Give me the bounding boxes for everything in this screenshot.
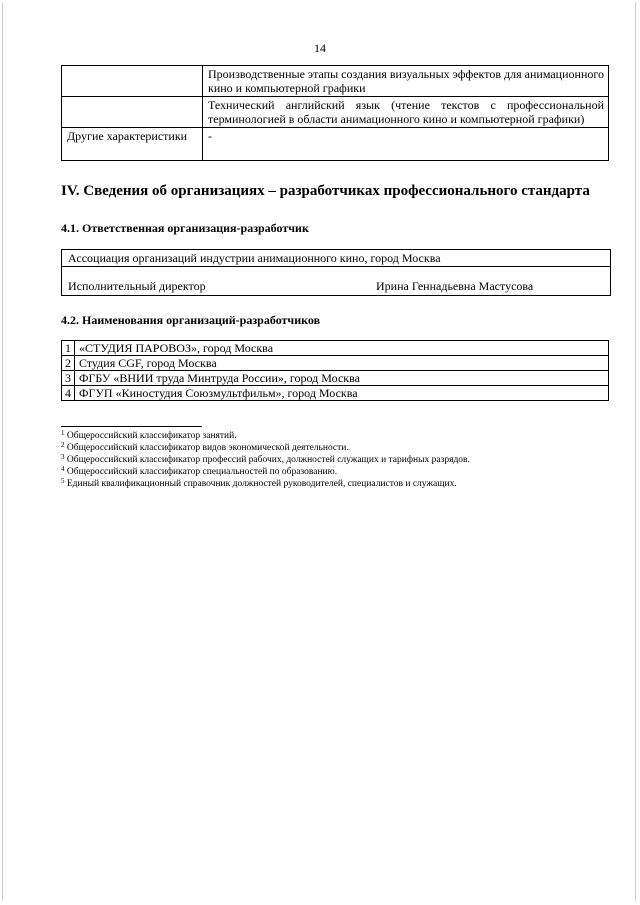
footnote-text: Общероссийский классификатор профессий рабочих, должностей служащих и тарифных разрядов. bbox=[66, 455, 470, 465]
footnote-mark: 2 bbox=[61, 441, 65, 449]
row-number: 1 bbox=[62, 341, 75, 356]
footnote-mark: 3 bbox=[61, 453, 65, 461]
table-cell: Другие характеристики bbox=[62, 128, 203, 161]
developers-table bbox=[61, 340, 609, 401]
organization-name: Ассоциация организаций индустрии анимационного кино, город Москва bbox=[68, 251, 441, 265]
table-cell bbox=[593, 341, 608, 356]
footnote bbox=[61, 442, 621, 454]
footnote-mark: 1 bbox=[61, 429, 65, 437]
section-heading: IV. Сведения об организациях – разработчиках профессионального стандарта bbox=[61, 183, 590, 199]
signatory-name: Ирина Геннадьевна Мастусова bbox=[376, 279, 534, 293]
footnote bbox=[61, 430, 621, 442]
table-row bbox=[62, 371, 609, 386]
table-cell bbox=[593, 371, 608, 386]
table-row bbox=[62, 386, 609, 401]
table-row bbox=[62, 66, 609, 97]
footnote-mark: 5 bbox=[61, 477, 65, 485]
footnotes bbox=[61, 430, 621, 490]
row-number: 4 bbox=[62, 386, 75, 401]
row-number: 3 bbox=[62, 371, 75, 386]
footnote bbox=[61, 478, 621, 490]
responsible-org-heading: 4.1. Ответственная организация-разработчик bbox=[61, 221, 309, 235]
footnote-separator bbox=[61, 426, 202, 427]
table-row bbox=[62, 356, 609, 371]
developers-heading: 4.2. Наименования организаций-разработчиков bbox=[61, 313, 321, 327]
table-row bbox=[62, 341, 609, 356]
table-cell bbox=[62, 66, 203, 97]
table-cell: - bbox=[203, 128, 609, 161]
footnote-text: Общероссийский классификатор занятий. bbox=[66, 431, 237, 441]
footnote-text: Общероссийский классификатор видов экономической деятельности. bbox=[66, 443, 349, 453]
table-cell: Технический английский язык (чтение текстов с профессиональной терминологией в области анимационного кино и компьютерной графики) bbox=[203, 97, 609, 128]
table-row bbox=[62, 97, 609, 128]
developer-name: «СТУДИЯ ПАРОВОЗ», город Москва bbox=[75, 341, 594, 356]
footnote bbox=[61, 466, 621, 478]
footnote-text: Общероссийский классификатор специальностей по образованию. bbox=[66, 467, 338, 477]
footnote-mark: 4 bbox=[61, 465, 65, 473]
row-number: 2 bbox=[62, 356, 75, 371]
table-cell bbox=[62, 97, 203, 128]
developer-name: Студия CGF, город Москва bbox=[75, 356, 594, 371]
developer-name: ФГУП «Киностудия Союзмультфильм», город Москва bbox=[75, 386, 594, 401]
footnote-text: Единый квалификационный справочник должностей руководителей, специалистов и служащих. bbox=[66, 479, 457, 489]
responsible-org-box bbox=[61, 249, 611, 296]
page-number: 14 bbox=[314, 41, 326, 55]
characteristics-table bbox=[61, 65, 609, 161]
signatory-row bbox=[62, 266, 610, 295]
table-cell bbox=[593, 356, 608, 371]
table-cell bbox=[593, 386, 608, 401]
table-cell: Производственные этапы создания визуальных эффектов для анимационного кино и компьютерной графики bbox=[203, 66, 609, 97]
footnote bbox=[61, 454, 621, 466]
signatory-position: Исполнительный директор bbox=[68, 279, 206, 293]
developer-name: ФГБУ «ВНИИ труда Минтруда России», город Москва bbox=[75, 371, 594, 386]
table-row bbox=[62, 128, 609, 161]
